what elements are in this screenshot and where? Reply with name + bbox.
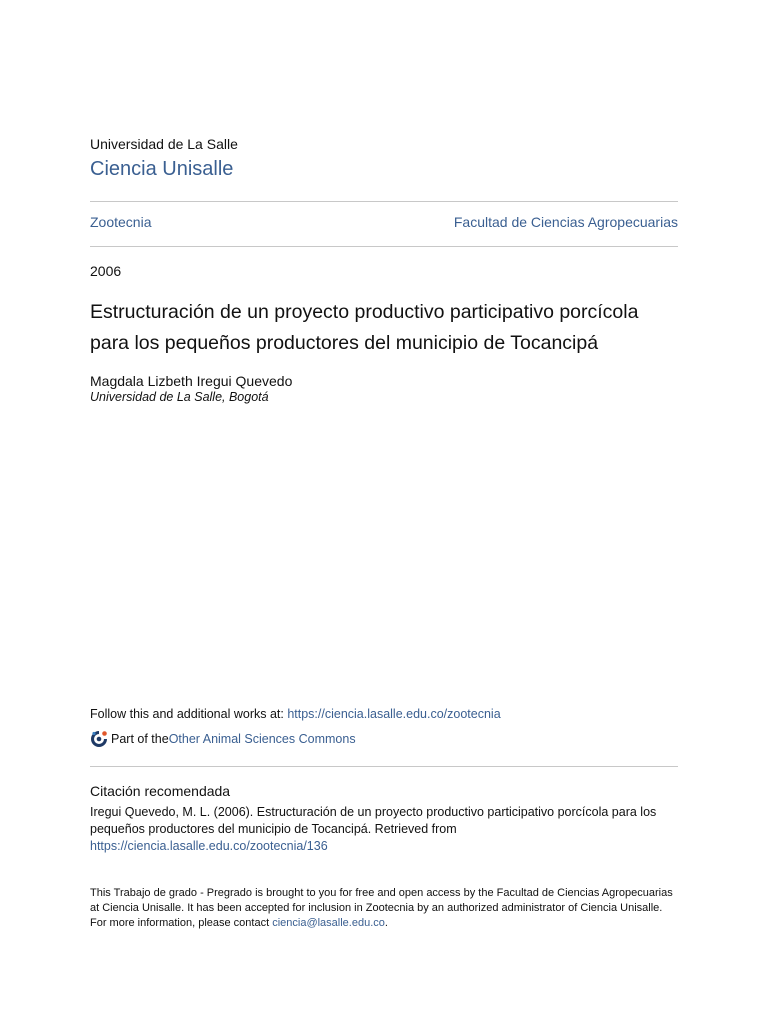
cover-page (90, 0, 678, 1024)
publication-year: 2006 (90, 263, 122, 279)
faculty-link[interactable]: Facultad de Ciencias Agropecuarias (453, 214, 678, 230)
follow-prefix: Follow this and additional works at: (90, 707, 288, 721)
citation-body: Iregui Quevedo, M. L. (2006). Estructuración de un proyecto productivo participativo porcícola para los pequeños productores del municipio de Tocancipá. Retrieved from (90, 805, 657, 836)
citation-url-link[interactable]: https://ciencia.lasalle.edu.co/zootecnia/136 (90, 839, 328, 853)
access-statement-suffix: . (384, 917, 388, 929)
citation-heading: Citación recomendada (90, 783, 231, 799)
part-of-prefix: Part of the (111, 732, 169, 746)
document-title: Estructuración de un proyecto productivo participativo porcícola para los pequeños productores del municipio de Tocancipá (90, 301, 639, 354)
access-statement (90, 886, 678, 931)
author-affiliation: Universidad de La Salle, Bogotá (90, 390, 269, 404)
repository-link[interactable]: Ciencia Unisalle (90, 158, 234, 180)
part-of-line (90, 730, 356, 748)
contact-email-link[interactable]: ciencia@lasalle.edu.co (272, 917, 385, 929)
author-name: Magdala Lizbeth Iregui Quevedo (90, 373, 293, 389)
divider-citation (90, 766, 678, 767)
access-statement-text: This Trabajo de grado - Pregrado is brought to you for free and open access by the Facultad de Ciencias Agropecuarias at Ciencia Unisalle. It has been accepted for inclusion in Zootecnia by an authorized administrator of Ciencia Unisalle. For more information, please contact (90, 887, 673, 929)
collection-link[interactable]: Zootecnia (90, 214, 152, 230)
commons-network-icon (90, 730, 108, 748)
follow-url-link[interactable]: https://ciencia.lasalle.edu.co/zootecnia (287, 707, 501, 721)
citation-text (90, 804, 678, 855)
follow-line (90, 707, 501, 721)
institution-name: Universidad de La Salle (90, 136, 238, 152)
divider-top (90, 201, 678, 202)
divider-nav (90, 246, 678, 247)
commons-link[interactable]: Other Animal Sciences Commons (168, 732, 356, 746)
